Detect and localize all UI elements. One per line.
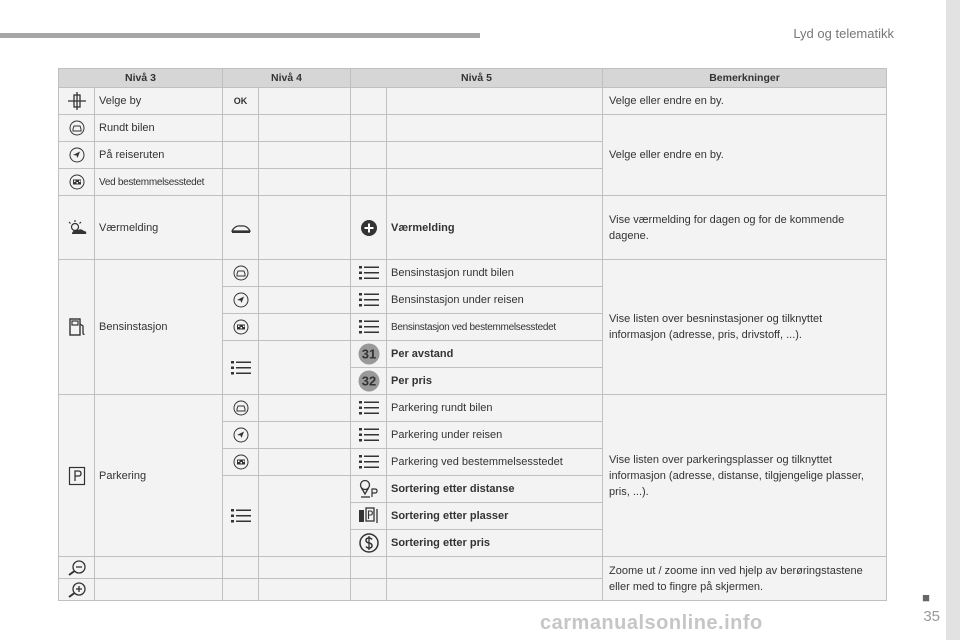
menu-table	[58, 68, 887, 601]
around-car-icon[interactable]	[223, 260, 259, 287]
level5-label: Parkering under reisen	[387, 422, 603, 449]
section-title: Lyd og telematikk	[793, 26, 894, 41]
list-icon[interactable]	[351, 395, 387, 422]
list-icon[interactable]	[351, 449, 387, 476]
fuel-station-icon[interactable]	[59, 260, 95, 395]
remark: Zoome ut / zoome inn ved hjelp av berøringstastene eller med to fingre på skjermen.	[603, 557, 887, 601]
around-car-icon[interactable]	[223, 395, 259, 422]
sort-list-icon[interactable]	[223, 341, 259, 395]
row-label: På reiseruten	[95, 142, 223, 169]
page-edge-strip	[946, 0, 960, 640]
level5-label: Sortering etter distanse	[387, 476, 603, 503]
destination-icon[interactable]	[223, 449, 259, 476]
level5-label: Parkering ved bestemmelsesstedet	[387, 449, 603, 476]
on-route-icon[interactable]	[223, 422, 259, 449]
page-marker: ■	[922, 590, 930, 605]
list-icon[interactable]	[351, 314, 387, 341]
on-route-icon[interactable]	[59, 142, 95, 169]
top-rule	[0, 33, 480, 38]
level5-label: Bensinstasjon ved bestemmelsesstedet	[387, 314, 603, 341]
row-label: Bensinstasjon	[95, 260, 223, 395]
zoom-out-icon[interactable]	[59, 557, 95, 579]
distance-pin-icon[interactable]	[351, 476, 387, 503]
level5-label: Bensinstasjon rundt bilen	[387, 260, 603, 287]
level5-label: Værmelding	[387, 196, 603, 260]
level5-label: Per avstand	[387, 341, 603, 368]
remark: Velge eller endre en by.	[603, 115, 887, 196]
row-label: Rundt bilen	[95, 115, 223, 142]
list-icon[interactable]	[351, 287, 387, 314]
weather-view-icon[interactable]	[223, 196, 259, 260]
parking-icon[interactable]	[59, 395, 95, 557]
list-icon[interactable]	[351, 260, 387, 287]
page-number: 35	[923, 608, 940, 625]
level5-label: Parkering rundt bilen	[387, 395, 603, 422]
level5-label: Sortering etter pris	[387, 530, 603, 557]
parking-spaces-icon[interactable]	[351, 503, 387, 530]
list-icon[interactable]	[351, 422, 387, 449]
table-row	[59, 395, 887, 422]
table-row	[59, 557, 887, 579]
header-level3: Nivå 3	[59, 69, 223, 88]
remark: Velge eller endre en by.	[603, 88, 887, 115]
weather-icon[interactable]	[59, 196, 95, 260]
table-row	[59, 88, 887, 115]
row-label: Værmelding	[95, 196, 223, 260]
remark: Vise listen over besninstasjoner og tilknyttet informasjon (adresse, pris, drivstoff, ...).	[603, 260, 887, 395]
level5-label: Sortering etter plasser	[387, 503, 603, 530]
level5-label: Bensinstasjon under reisen	[387, 287, 603, 314]
destination-icon[interactable]	[223, 314, 259, 341]
callout-badge-31	[351, 341, 387, 368]
table-row	[59, 115, 887, 142]
row-label: Velge by	[95, 88, 223, 115]
around-car-icon[interactable]	[59, 115, 95, 142]
badge-number: 32	[361, 373, 376, 389]
destination-icon[interactable]	[59, 169, 95, 196]
badge-number: 31	[361, 346, 376, 362]
city-select-icon[interactable]	[59, 88, 95, 115]
ok-button[interactable]	[223, 88, 259, 115]
row-label: Ved bestemmelsesstedet	[95, 169, 223, 196]
callout-badge-32	[351, 368, 387, 395]
table-header	[59, 69, 887, 88]
header-remarks: Bemerkninger	[603, 69, 887, 88]
header-level4: Nivå 4	[223, 69, 351, 88]
remark: Vise værmelding for dagen og for de kommende dagene.	[603, 196, 887, 260]
level5-label: Per pris	[387, 368, 603, 395]
table-row	[59, 260, 887, 287]
dollar-icon[interactable]	[351, 530, 387, 557]
header-level5: Nivå 5	[351, 69, 603, 88]
add-icon[interactable]	[351, 196, 387, 260]
zoom-in-icon[interactable]	[59, 579, 95, 601]
on-route-icon[interactable]	[223, 287, 259, 314]
ok-label: OK	[233, 96, 248, 106]
sort-list-icon[interactable]	[223, 476, 259, 557]
remark: Vise listen over parkeringsplasser og tilknyttet informasjon (adresse, distanse, tilgjengelige plasser, pris, ...).	[603, 395, 887, 557]
table-row	[59, 196, 887, 260]
watermark: carmanualsonline.info	[540, 612, 763, 634]
row-label: Parkering	[95, 395, 223, 557]
